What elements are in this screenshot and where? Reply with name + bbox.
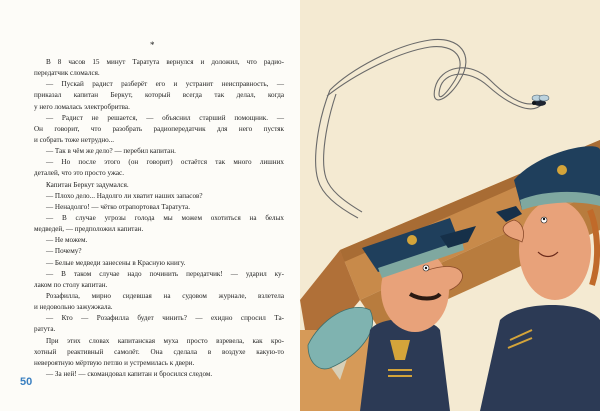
story-text (34, 57, 284, 380)
text-line: у него ломалась электробритва. (34, 102, 130, 111)
text-line: — Почему? (46, 247, 82, 256)
text-line: Розафилла, мирно сидевшая на судовом журнале, взлетела (46, 291, 284, 300)
text-line: — В случае угрозы голода мы можем охотиться на белых (46, 213, 284, 222)
text-line: В 8 часов 15 минут Таратута вернулся и доложил, что радио- (46, 58, 284, 66)
text-line: хотный реактивный самолёт. Она сделала в воздухе какую-то (34, 347, 284, 356)
text-line: невероятную мёртвую петлю и устремилась к двери. (34, 358, 195, 367)
text-line: — Плохо дело... Надолго ли хватит наших запасов? (46, 191, 203, 200)
text-line: передатчик сломался. (34, 69, 100, 78)
text-line: — Белые медведи занесены в Красную книгу. (46, 258, 186, 267)
text-line: — В таком случае надо починить передатчик! — ударил ку- (46, 269, 284, 278)
text-line: ратута. (34, 325, 56, 334)
text-line: — За ней! — скомандовал капитан и бросился следом. (46, 369, 213, 378)
section-separator: * (150, 40, 155, 50)
text-line: — Ненадолго! — чётко отрапортовал Таратута. (46, 202, 190, 211)
text-line: и собрать тоже нетрудно... (34, 135, 115, 144)
page-number: 50 (20, 376, 33, 388)
text-line: — Кто — Розафилла будет чинить? — ехидно спросил Та- (46, 314, 284, 323)
text-line: Он говорит, что разобрать радиопередатчик для него пустяк (34, 124, 284, 133)
illustration-page (300, 0, 600, 411)
text-line: и недовольно зажужжала. (34, 303, 113, 312)
text-line: Капитан Беркут задумался. (46, 180, 129, 189)
text-line: — Так в чём же дело? — перебил капитан. (46, 147, 176, 156)
text-line: При этих словах капитанская муха просто взревела, как кро- (46, 336, 284, 345)
illustration (300, 0, 600, 411)
text-line: медведей, — предположил капитан. (34, 225, 144, 234)
text-line: деталей, что это просто ужас. (34, 169, 125, 178)
text-line: — Но после этого (он говорит) остаётся так много лишних (46, 158, 284, 167)
text-line: — Пускай радист разберёт его и устранит неисправность, — (46, 80, 284, 89)
text-line: лаком по столу капитан. (34, 280, 108, 289)
text-line: приказал капитан Беркут, который всегда так делал, когда (34, 91, 284, 100)
text-line: — Радист не решается, — объяснил старший помощник. — (46, 113, 284, 122)
text-line: — Не можем. (46, 236, 88, 245)
